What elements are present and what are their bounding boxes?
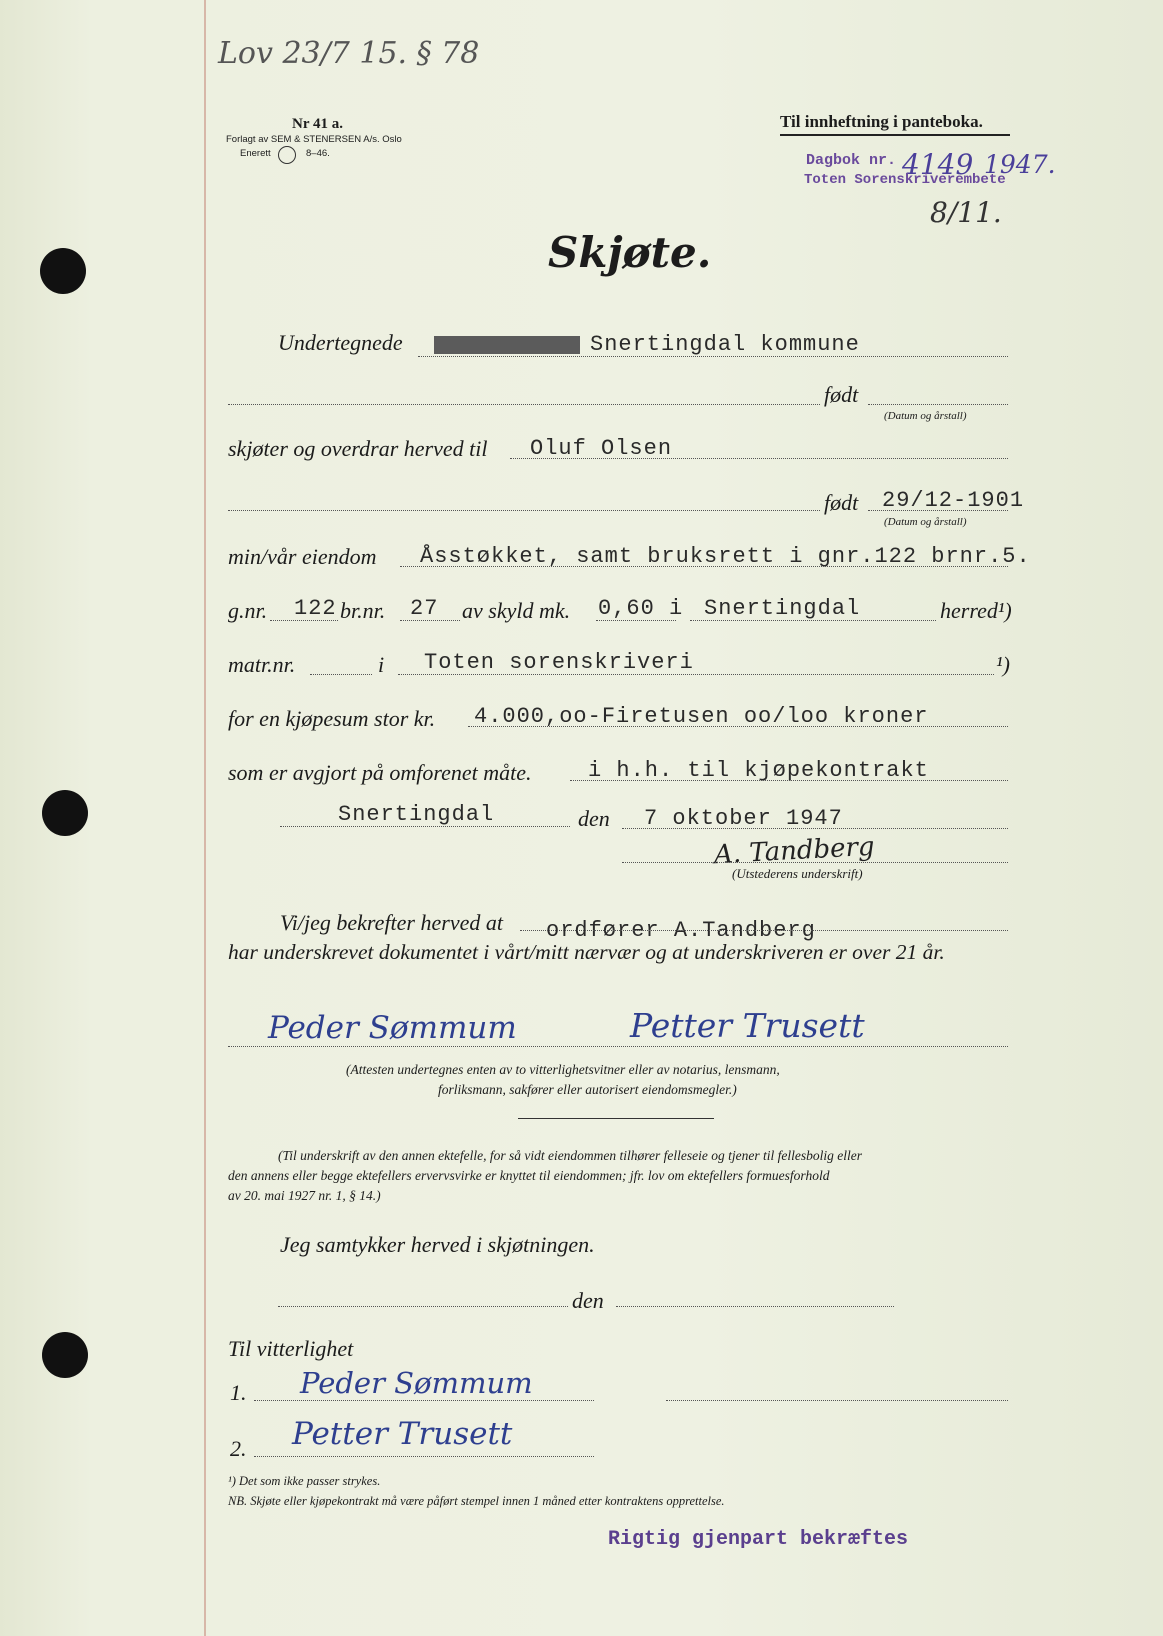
avgjort-label: som er avgjort på omforenet måte. [228, 760, 532, 785]
fodt-line-1 [228, 404, 820, 405]
den-label: den [578, 806, 610, 831]
buyer-name: Oluf Olsen [530, 436, 673, 461]
vitne-2-signature: Petter Trusett [292, 1416, 513, 1452]
fodt-line-2 [228, 510, 820, 511]
brnr-label: br.nr. [340, 598, 386, 623]
skyld-value: 0,60 i [598, 596, 684, 621]
herred-label: herred¹) [940, 598, 1012, 623]
attest-signature-line [228, 1046, 1008, 1047]
underskrevet-text: har underskrevet dokumentet i vårt/mitt nærvær og at underskriveren er over 21 år. [228, 940, 945, 964]
kjopesum-line [468, 726, 1008, 727]
fodt-label-1: født [824, 382, 859, 407]
bottom-stamp: Rigtig gjenpart bekræftes [608, 1528, 909, 1551]
publisher-line-1: Forlagt av SEM & STENERSEN A/s. Oslo [226, 134, 402, 145]
samtykker-text: Jeg samtykker herved i skjøtningen. [280, 1232, 595, 1257]
skjoter-label: skjøter og overdrar herved til [228, 436, 488, 461]
eiendom-line [400, 566, 1008, 567]
stamp-dagbok-year: 1947. [984, 150, 1056, 179]
stamp-dagbok-number: 4149 [902, 148, 974, 181]
publisher-code: 8–46. [306, 148, 330, 159]
vitne-1-line [254, 1400, 594, 1401]
stamp-dagbok-label: Dagbok nr. [806, 152, 897, 169]
avgjort-value: i h.h. til kjøpekontrakt [588, 758, 929, 783]
gnr-label: g.nr. [228, 598, 268, 623]
datum-note-1: (Datum og årstall) [884, 410, 967, 422]
issuer-signature-line [622, 862, 1008, 863]
footnote-2: NB. Skjøte eller kjøpekontrakt må være påført stempel innen 1 måned etter kontraktens opprettelse. [228, 1494, 725, 1508]
matr-suffix: ¹) [996, 652, 1010, 677]
eiendom-value: Åsstøkket, samt bruksrett i gnr.122 brnr.5. [420, 544, 1031, 569]
buyer-line [510, 458, 1008, 459]
witness-number-2: 2. [230, 1436, 247, 1461]
issuer-signature: A. Tandberg [713, 831, 876, 871]
kjopesum-value: 4.000,oo-Firetusen oo/loo kroner [474, 704, 929, 729]
separator-line [518, 1118, 714, 1119]
datum-note-2: (Datum og årstall) [884, 516, 967, 528]
place-line [280, 826, 570, 827]
date-line [622, 828, 1008, 829]
skyld-label: av skyld mk. [462, 598, 571, 623]
form-number: Nr 41 a. [292, 116, 343, 132]
undertegnede-label: Undertegnede [278, 330, 403, 355]
herred-value: Snertingdal [704, 596, 861, 621]
matr-line [310, 674, 372, 675]
den2-label: den [572, 1288, 604, 1313]
herred-line [690, 620, 936, 621]
fodt-date-line-2 [868, 510, 1008, 511]
avgjort-line [570, 780, 1008, 781]
kjopesum-label: for en kjøpesum stor kr. [228, 706, 436, 731]
date-value: 7 oktober 1947 [644, 806, 843, 831]
pencil-note: Lov 23/7 15. § 78 [218, 36, 480, 71]
spouse-note-line-1: (Til underskrift av den annen ektefelle, for så vidt eiendommen tilhører felleseie og tjener til fellesbolig eller [278, 1148, 862, 1163]
punch-hole-top [40, 248, 86, 294]
header-right: Til innheftning i panteboka. [780, 112, 983, 131]
redaction-block [434, 336, 580, 354]
spouse-note-line-2: den annens eller begge ektefellers ervervsvirke er knyttet til eiendommen; jfr. lov om ektefellers formuesforhold [228, 1168, 830, 1183]
vitne-1-extra-line [666, 1400, 1008, 1401]
vitne-1-signature: Peder Sømmum [300, 1366, 533, 1400]
skyld-line [596, 620, 676, 621]
undertegnede-value: Snertingdal kommune [590, 332, 860, 357]
bekrefter-value: ordfører A.Tandberg [546, 918, 816, 943]
punch-hole-bottom [42, 1332, 88, 1378]
bekrefter-label: Vi/jeg bekrefter herved at [280, 910, 503, 935]
bekrefter-line [520, 930, 1008, 931]
stamp-office: Toten Sorenskriverembete [804, 172, 1006, 188]
matr-value: Toten sorenskriveri [424, 650, 694, 675]
header-right-underline [780, 134, 1010, 136]
publisher-line-2: Enerett [240, 148, 271, 159]
punch-hole-middle [42, 790, 88, 836]
document-title: Skjøte. [548, 228, 712, 277]
eiendom-label: min/vår eiendom [228, 544, 377, 569]
undertegnede-line [418, 356, 1008, 357]
utsteder-label: (Utstederens underskrift) [732, 866, 863, 881]
matr-value-line [398, 674, 994, 675]
publisher-seal-icon [278, 146, 296, 164]
attest-note-line-2: forliksmann, sakfører eller autorisert eiendomsmegler.) [438, 1082, 737, 1097]
spouse-note-line-3: av 20. mai 1927 nr. 1, § 14.) [228, 1188, 381, 1203]
gnr-value: 122 [294, 596, 337, 621]
fodt-date-line-1 [868, 404, 1008, 405]
vitne-2-line [254, 1456, 594, 1457]
attest-witness-2-signature: Petter Trusett [630, 1006, 865, 1045]
witness-number-1: 1. [230, 1380, 247, 1405]
margin-line [204, 0, 206, 1636]
fodt-label-2: født [824, 490, 859, 515]
samtykker-signature-line [616, 1306, 894, 1307]
attest-witness-1-signature: Peder Sømmum [268, 1010, 517, 1046]
place-value: Snertingdal [338, 802, 495, 827]
matr-label: matr.nr. [228, 652, 296, 677]
brnr-line [400, 620, 460, 621]
footnote-1: ¹) Det som ikke passer strykes. [228, 1474, 381, 1488]
brnr-value: 27 [410, 596, 439, 621]
i-label: i [378, 652, 385, 677]
gnr-line [270, 620, 338, 621]
buyer-birthdate: 29/12-1901 [882, 488, 1025, 513]
stamp-date: 8/11. [930, 196, 1002, 229]
attest-note-line-1: (Attesten undertegnes enten av to vitterlighetsvitner eller av notarius, lensmann, [346, 1062, 780, 1077]
samtykker-place-line [278, 1306, 568, 1307]
vitterlighet-label: Til vitterlighet [228, 1336, 354, 1361]
